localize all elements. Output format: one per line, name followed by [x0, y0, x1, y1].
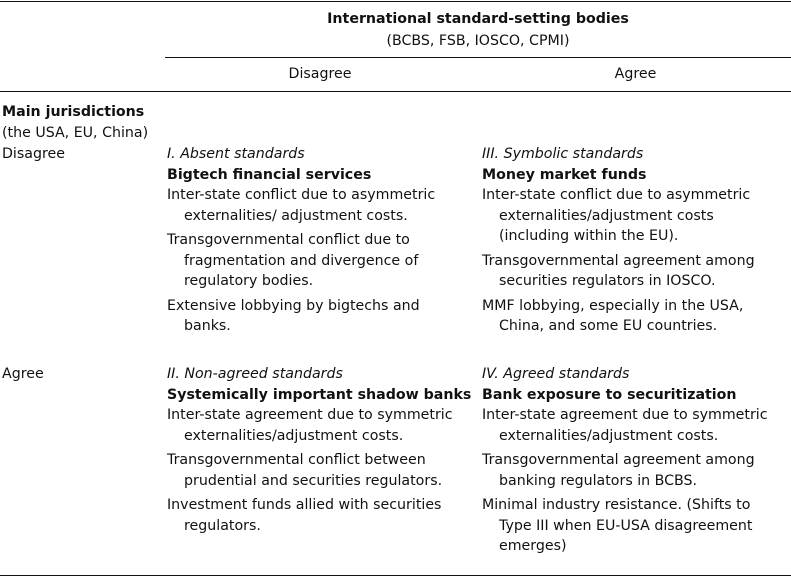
header-group-rule — [165, 57, 791, 58]
cell-title: III. Symbolic standards — [482, 146, 644, 162]
cell-item: Transgovernmental agreement among banking regulators in BCBS. — [482, 452, 755, 489]
cell-title: IV. Agreed standards — [482, 366, 630, 382]
cell-item: Extensive lobbying by bigtechs and banks. — [167, 297, 420, 334]
cell-subtitle: Money market funds — [482, 166, 647, 183]
cell-subtitle: Bigtech financial services — [167, 166, 372, 183]
col-header-agree: Agree — [614, 66, 657, 82]
cell-symbolic-standards — [482, 144, 787, 341]
cell-title: I. Absent standards — [167, 146, 305, 162]
cell-subtitle: Systemically important shadow banks — [167, 386, 472, 403]
row-header-agree: Agree — [2, 366, 44, 382]
header-bottom-rule — [0, 91, 791, 92]
bottom-rule — [0, 575, 791, 576]
cell-item: Transgovernmental conflict due to fragmentation and divergence of regulatory bodies. — [167, 232, 419, 289]
cell-absent-standards — [167, 144, 472, 341]
cell-item: Investment funds allied with securities regulators. — [167, 497, 442, 534]
cell-title: II. Non-agreed standards — [167, 366, 343, 382]
cell-item: MMF lobbying, especially in the USA, China, and some EU countries. — [482, 297, 744, 334]
cell-item: Inter-state agreement due to symmetric externalities/adjustment costs. — [167, 407, 453, 444]
cell-item: Transgovernmental conflict between prudential and securities regulators. — [167, 452, 443, 489]
cell-item: Inter-state conflict due to asymmetric externalities/adjustment costs (including within the EU). — [482, 187, 751, 244]
row-group-title: Main jurisdictions — [2, 104, 145, 120]
col-group-title: International standard-setting bodies — [327, 11, 629, 27]
cell-subtitle: Bank exposure to securitization — [482, 386, 737, 403]
col-group-subtitle: (BCBS, FSB, IOSCO, CPMI) — [386, 33, 570, 49]
cell-item: Inter-state conflict due to asymmetric externalities/ adjustment costs. — [167, 187, 436, 224]
row-group-subtitle: (the USA, EU, China) — [2, 125, 149, 141]
row-header-disagree: Disagree — [2, 146, 65, 162]
col-header-disagree: Disagree — [288, 66, 352, 82]
cell-item: Minimal industry resistance. (Shifts to Type III when EU-USA disagreement emerges) — [482, 497, 753, 554]
cell-item: Inter-state agreement due to symmetric externalities/adjustment costs. — [482, 407, 768, 444]
cell-agreed-standards — [482, 364, 787, 561]
cell-non-agreed-standards — [167, 364, 472, 540]
cell-item: Transgovernmental agreement among securities regulators in IOSCO. — [482, 252, 755, 289]
top-rule — [0, 1, 791, 2]
